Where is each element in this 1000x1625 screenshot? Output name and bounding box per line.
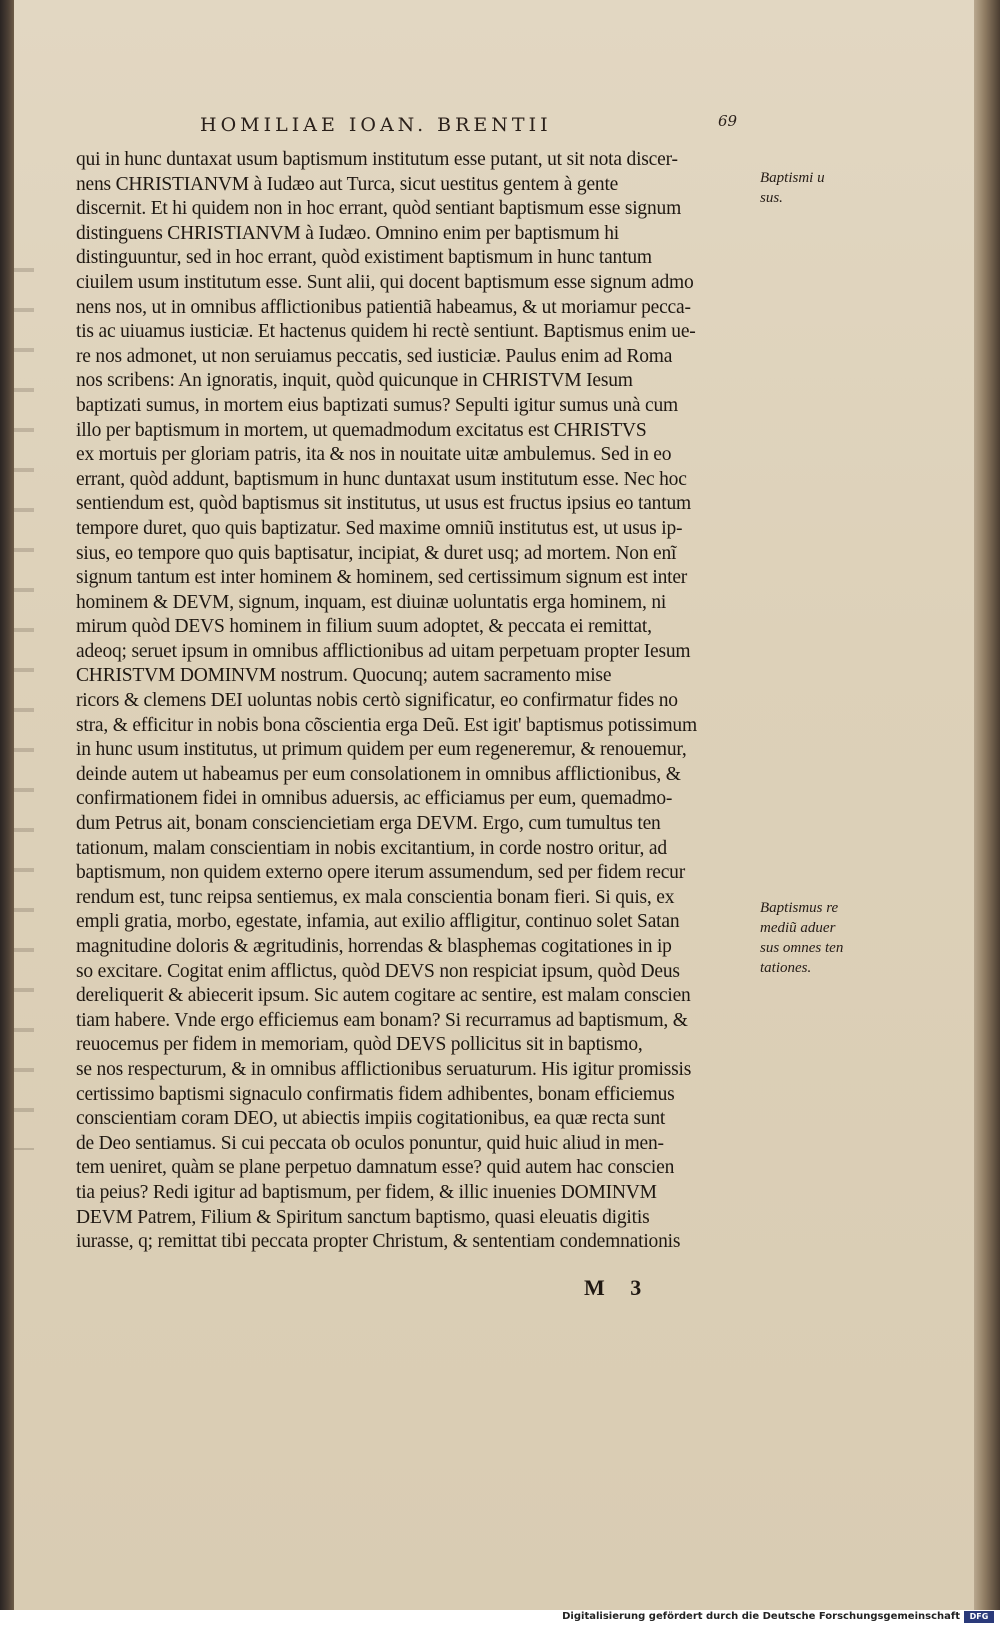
text-line: certissimo baptismi signaculo confirmatis fidem adhibentes, bonam efficiemus [76, 1083, 675, 1105]
text-line: sius, eo tempore quo quis baptisatur, incipiat, & duret usq; ad mortem. Non enĩ [76, 542, 677, 564]
text-line: nens CHRISTIANVM à Iudæo aut Turca, sicut uestitus gentem à gente [76, 173, 619, 195]
text-line: dum Petrus ait, bonam consciencietiam erga DEVM. Ergo, cum tumultus ten [76, 813, 661, 835]
page-number: 69 [718, 112, 738, 130]
text-line: deinde autem ut habeamus per eum consolationem in omnibus afflictionibus, & [76, 763, 681, 785]
text-line: baptizati sumus, in mortem eius baptizati sumus? Sepulti igitur sumus unà cum [76, 394, 679, 416]
margin-note-baptism-use [760, 168, 870, 208]
text-line: confirmationem fidei in omnibus aduersis, ac efficiamus per eum, quemadmo- [76, 788, 673, 810]
text-line: se nos respecturum, & in omnibus afflictionibus seruaturum. His igitur promissis [76, 1058, 692, 1080]
text-line: errant, quòd addunt, baptismum in hunc duntaxat usum institutum esse. Nec hoc [76, 468, 687, 490]
text-line: de Deo sentiamus. Si cui peccata ob oculos ponuntur, quid huic aliud in men- [76, 1132, 664, 1154]
digitization-credit: Digitalisierung gefördert durch die Deutsche Forschungsgemeinschaft [562, 1611, 960, 1622]
text-line: tempore duret, quo quis baptizatur. Sed maxime omniũ institutus est, ut usus ip- [76, 517, 683, 539]
text-line: nos scribens: An ignoratis, inquit, quòd quicunque in CHRISTVM Iesum [76, 370, 633, 392]
signature-mark: M 3 [584, 1275, 652, 1300]
margin-note-line: Baptismi u [760, 170, 825, 186]
margin-note-line: sus omnes ten [760, 940, 844, 956]
text-line: dereliquerit & abiecerit ipsum. Sic autem cogitare ac sentire, est malam conscien [76, 985, 691, 1007]
text-line: ricors & clemens DEI uoluntas nobis certò significatur, eo confirmatur fides no [76, 690, 678, 712]
text-line: reuocemus per fidem in memoriam, quòd DEVS pollicitus sit in baptismo, [76, 1034, 643, 1056]
text-line: nens nos, ut in omnibus afflictionibus patientiã habeamus, & ut moriamur pecca- [76, 296, 691, 318]
margin-note-line: sus. [760, 190, 783, 206]
text-line: mirum quòd DEVS hominem in filium suum adoptet, & peccata ei remittat, [76, 616, 652, 638]
margin-note-line: Baptismus re [760, 900, 839, 916]
margin-note-baptism-remedy [760, 898, 870, 978]
text-line: tiam habere. Vnde ergo efficiemus eam bonam? Si recurramus ad baptismum, & [76, 1009, 688, 1031]
text-line: conscientiam coram DEO, ut abiectis impiis cogitationibus, ea quæ recta sunt [76, 1108, 666, 1130]
text-line: discernit. Et hi quidem non in hoc errant, quòd sentiant baptismum esse signum [76, 198, 682, 220]
text-line: distinguuntur, sed in hoc errant, quòd existiment baptismum in hunc tantum [76, 247, 652, 269]
body-text [76, 148, 746, 1255]
text-line: empli gratia, morbo, egestate, infamia, aut exilio affligitur, continuo solet Satan [76, 911, 680, 933]
margin-note-line: mediũ aduer [760, 920, 836, 936]
text-line: sentiendum est, quòd baptismus sit institutus, ut usus est fructus ipsius eo tantum [76, 493, 691, 515]
text-line: magnitudine doloris & ægritudinis, horrendas & blasphemas cogitationes in ip [76, 936, 672, 957]
text-line: so excitare. Cogitat enim afflictus, quòd DEVS non respiciat ipsum, quòd Deus [76, 960, 680, 982]
text-line: ex mortuis per gloriam patris, ita & nos in nouitate uitæ ambulemus. Sed in eo [76, 444, 672, 466]
text-line: DEVM Patrem, Filium & Spiritum sanctum baptismo, quasi eleuatis digitis [76, 1206, 650, 1228]
text-line: qui in hunc duntaxat usum baptismum institutum esse putant, ut sit nota discer- [76, 149, 678, 170]
text-line: in hunc usum institutus, ut primum quidem per eum regeneremur, & renouemur, [76, 739, 687, 761]
gutter-bleedthrough [14, 250, 34, 1150]
text-line: stra, & efficitur in nobis bona cõscientia erga Deũ. Est igit' baptismus potissimum [76, 714, 697, 736]
text-line: rendum est, tunc reipsa sentiemus, ex mala conscientia bonam fieri. Si quis, ex [76, 886, 675, 908]
text-line: tia peius? Redi igitur ad baptismum, per fidem, & illic inuenies DOMINVM [76, 1181, 657, 1203]
text-line: illo per baptismum in mortem, ut quemadmodum excitatus est CHRISTVS [76, 419, 647, 441]
text-line: distinguens CHRISTIANVM à Iudæo. Omnino enim per baptismum hi [76, 222, 619, 244]
running-head: HOMILIAE IOAN. BRENTII [200, 114, 552, 136]
margin-note-line: tationes. [760, 960, 812, 976]
dfg-logo: DFG [964, 1611, 994, 1623]
text-line: signum tantum est inter hominem & hominem, sed certissimum signum est inter [76, 567, 688, 589]
text-line: tis ac uiuamus iusticiæ. Et hactenus quidem hi rectè sentiunt. Baptismus enim ue- [76, 321, 696, 343]
text-line: ciuilem usum institutum esse. Sunt alii, qui docent baptismum esse signum admo [76, 271, 694, 293]
text-line: CHRISTVM DOMINVM nostrum. Quocunq; autem sacramento mise [76, 665, 612, 687]
text-line: hominem & DEVM, signum, inquam, est diuinæ uoluntatis erga hominem, ni [76, 591, 667, 613]
text-line: iurasse, q; remittat tibi peccata propter Christum, & sententiam condemnationis [76, 1231, 681, 1253]
text-line: re nos admonet, ut non seruiamus peccatis, sed iusticiæ. Paulus enim ad Roma [76, 345, 673, 367]
text-line: adeoq; seruet ipsum in omnibus afflictionibus ad uitam perpetuam propter Iesum [76, 640, 691, 662]
text-line: tem ueniret, quàm se plane perpetuo damnatum esse? quid autem hac conscien [76, 1157, 675, 1179]
text-line: baptismum, non quidem externo opere iterum assumendum, sed per fidem recur [76, 862, 686, 884]
text-line: tationum, malam conscientiam in nobis excitantium, in corde nostro oritur, ad [76, 837, 667, 859]
